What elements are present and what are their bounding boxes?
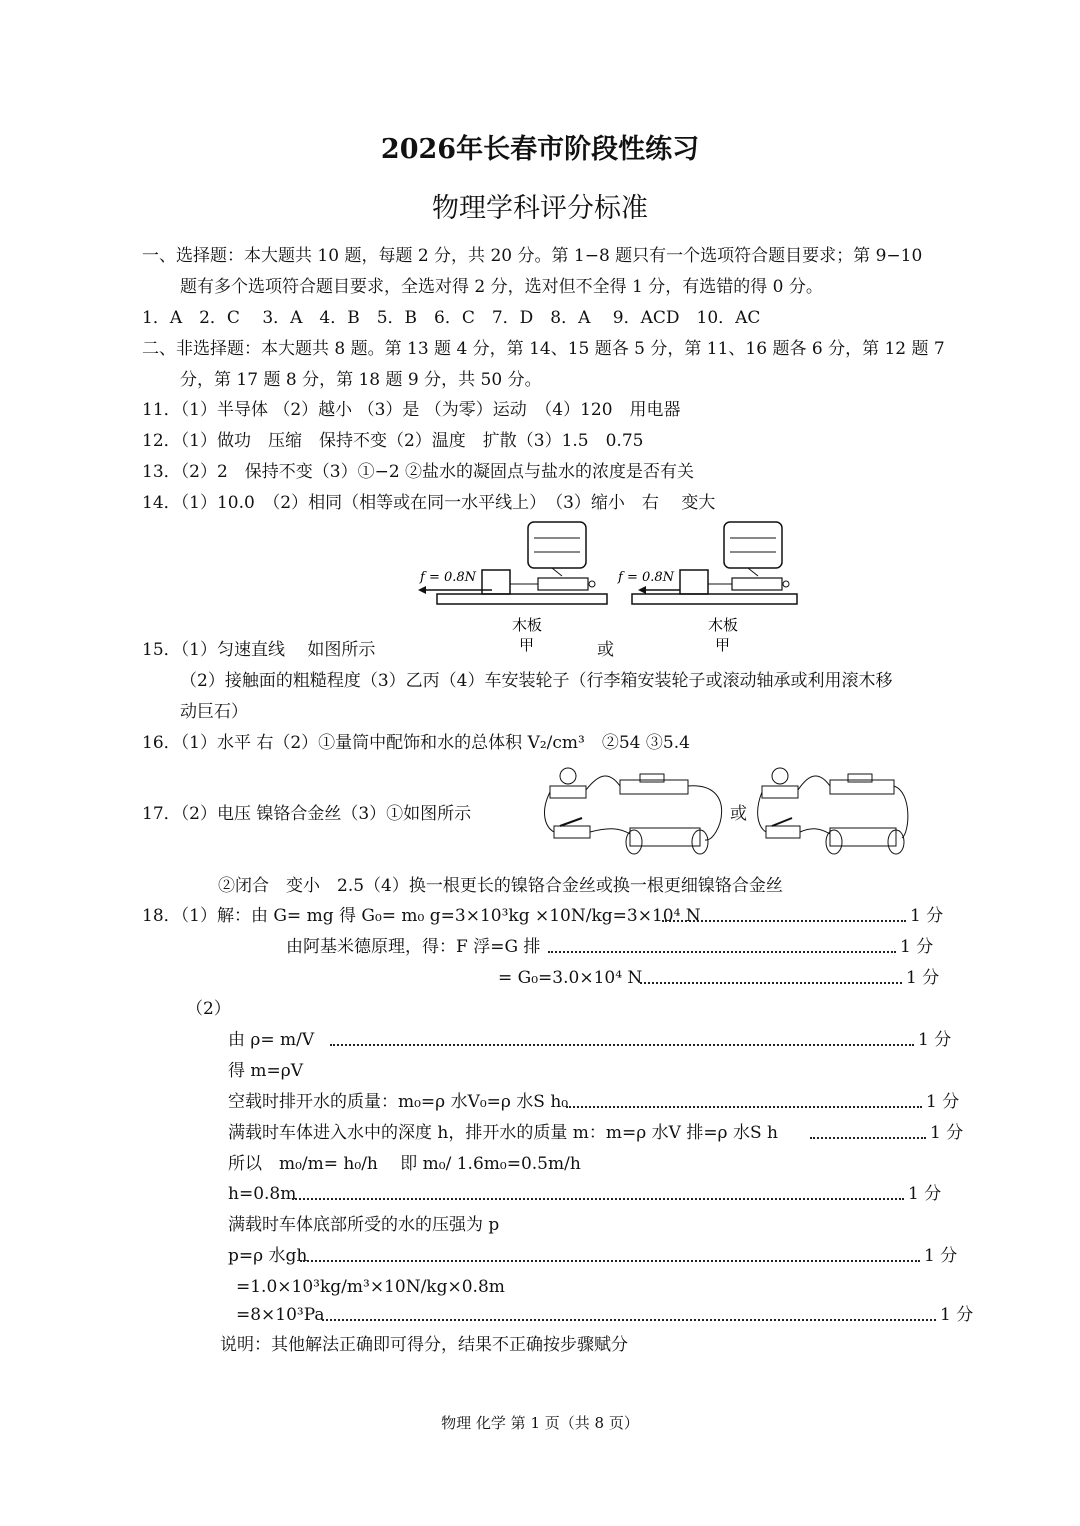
friction-diagram <box>412 518 802 658</box>
answer-q13: 13．（2）2 保持不变（3）①−2 ②盐水的凝固点与盐水的浓度是否有关 <box>142 462 695 482</box>
circuit-1 <box>544 768 721 854</box>
leader-dots <box>300 1260 920 1262</box>
leader-dots <box>548 951 896 953</box>
q18-note: 说明：其他解法正确即可得分，结果不正确按步骤赋分 <box>220 1335 628 1355</box>
leader-dots <box>810 1137 926 1139</box>
leader-dots <box>566 1106 922 1108</box>
q17-or: 或 <box>730 804 747 824</box>
q18-line2: 由阿基米德原理，得：F 浮=G 排 <box>286 937 541 957</box>
score-9: 1 分 <box>940 1305 974 1325</box>
answer-q12: 12．（1）做功 压缩 保持不变（2）温度 扩散（3）1.5 0.75 <box>142 431 644 451</box>
score-4: 1 分 <box>918 1030 952 1050</box>
leader-dots <box>292 1198 904 1200</box>
panel-label-1: 甲 <box>519 636 535 654</box>
leader-dots <box>322 1319 936 1321</box>
friction-panel-1 <box>418 522 607 654</box>
answer-q16: 16．（1）水平 右（2）①量筒中配饰和水的总体积 V₂/cm³ ②54 ③5.4 <box>142 733 690 753</box>
force-label-1: f = 0.8N <box>420 570 477 585</box>
board-label-2: 木板 <box>708 616 739 634</box>
answer-q15-line1: 15．（1）匀速直线 如图所示 <box>142 640 376 660</box>
answer-q11: 11．（1）半导体 （2）越小 （3）是 （为零）运动 （4）120 用电器 <box>142 400 681 420</box>
q15-or: 或 <box>597 640 614 660</box>
q18-line10: h=0.8m <box>228 1184 297 1204</box>
force-label-2: f = 0.8N <box>618 570 675 585</box>
score-2: 1 分 <box>900 937 934 957</box>
q18-line14: =8×10³Pa <box>236 1305 325 1325</box>
q18-line12: p=ρ 水gh <box>228 1246 308 1266</box>
score-5: 1 分 <box>926 1092 960 1112</box>
answer-q15-line3: 动巨石） <box>180 702 248 722</box>
circuit-2 <box>758 768 908 854</box>
score-6: 1 分 <box>930 1123 964 1143</box>
answer-q17-line1: 17．（2）电压 镍铬合金丝（3）①如图所示 <box>142 804 472 824</box>
q17-figure <box>540 762 910 860</box>
q18-line13: =1.0×10³kg/m³×10N/kg×0.8m <box>236 1277 505 1297</box>
leader-dots <box>330 1044 914 1046</box>
panel-label-2: 甲 <box>715 636 731 654</box>
section2-line2: 分，第 17 题 8 分，第 18 题 9 分，共 50 分。 <box>180 370 542 390</box>
leader-dots <box>640 982 902 984</box>
page-subtitle: 物理学科评分标准 <box>432 193 648 224</box>
answer-q15-line2: （2）接触面的粗糙程度（3）乙丙（4）车安装轮子（行李箱安装轮子或滚动轴承或利用滚木移 <box>180 671 893 691</box>
section1-line1: 一、选择题：本大题共 10 题，每题 2 分，共 20 分。第 1−8 题只有一个选项符合题目要求；第 9−10 <box>142 246 923 266</box>
page-footer: 物理 化学 第 1 页（共 8 页） <box>441 1414 639 1432</box>
section1-line2: 题有多个选项符合题目要求，全选对得 2 分，选对但不全得 1 分，有选错的得 0 分。 <box>180 277 823 297</box>
score-8: 1 分 <box>924 1246 958 1266</box>
q18-line3: = G₀=3.0×10⁴ N <box>498 968 643 988</box>
q18-line8: 满载时车体进入水中的深度 h，排开水的质量 m：m=ρ 水V 排=ρ 水S h <box>228 1123 778 1143</box>
mc-answers: 1．A 2．C 3．A 4．B 5．B 6．C 7．D 8．A 9．ACD 10．AC <box>142 308 761 328</box>
q18-line11: 满载时车体底部所受的水的压强为 p <box>228 1215 500 1235</box>
answer-q17-line2: ②闭合 变小 2.5（4）换一根更长的镍铬合金丝或换一根更细镍铬合金丝 <box>218 876 783 896</box>
q18-line6: 得 m=ρV <box>228 1061 304 1081</box>
q18-line5: 由 ρ= m/V <box>228 1030 315 1050</box>
score-1: 1 分 <box>910 906 944 926</box>
q18-line4: （2） <box>186 999 231 1019</box>
page-title: 2026年长春市阶段性练习 <box>380 134 700 165</box>
leader-dots <box>662 920 906 922</box>
board-label-1: 木板 <box>512 616 543 634</box>
score-7: 1 分 <box>908 1184 942 1204</box>
q18-line9: 所以 m₀/m= h₀/h 即 m₀/ 1.6m₀=0.5m/h <box>228 1154 581 1174</box>
friction-panel-2 <box>617 522 797 654</box>
answer-q14: 14．（1）10.0 （2）相同（相等或在同一水平线上） （3）缩小 右 变大 <box>142 493 716 513</box>
section2-line1: 二、非选择题：本大题共 8 题。第 13 题 4 分，第 14、15 题各 5 分，第 11、16 题各 6 分，第 12 题 7 <box>142 339 945 359</box>
q18-line1: 18．（1）解：由 G= mg 得 G₀= m₀ g=3×10³kg ×10N/kg=3×10⁴ N <box>142 906 701 926</box>
q15-figure <box>412 518 802 658</box>
q18-line7: 空载时排开水的质量：m₀=ρ 水V₀=ρ 水S h₀ <box>228 1092 569 1112</box>
score-3: 1 分 <box>906 968 940 988</box>
circuit-diagram <box>540 762 910 860</box>
